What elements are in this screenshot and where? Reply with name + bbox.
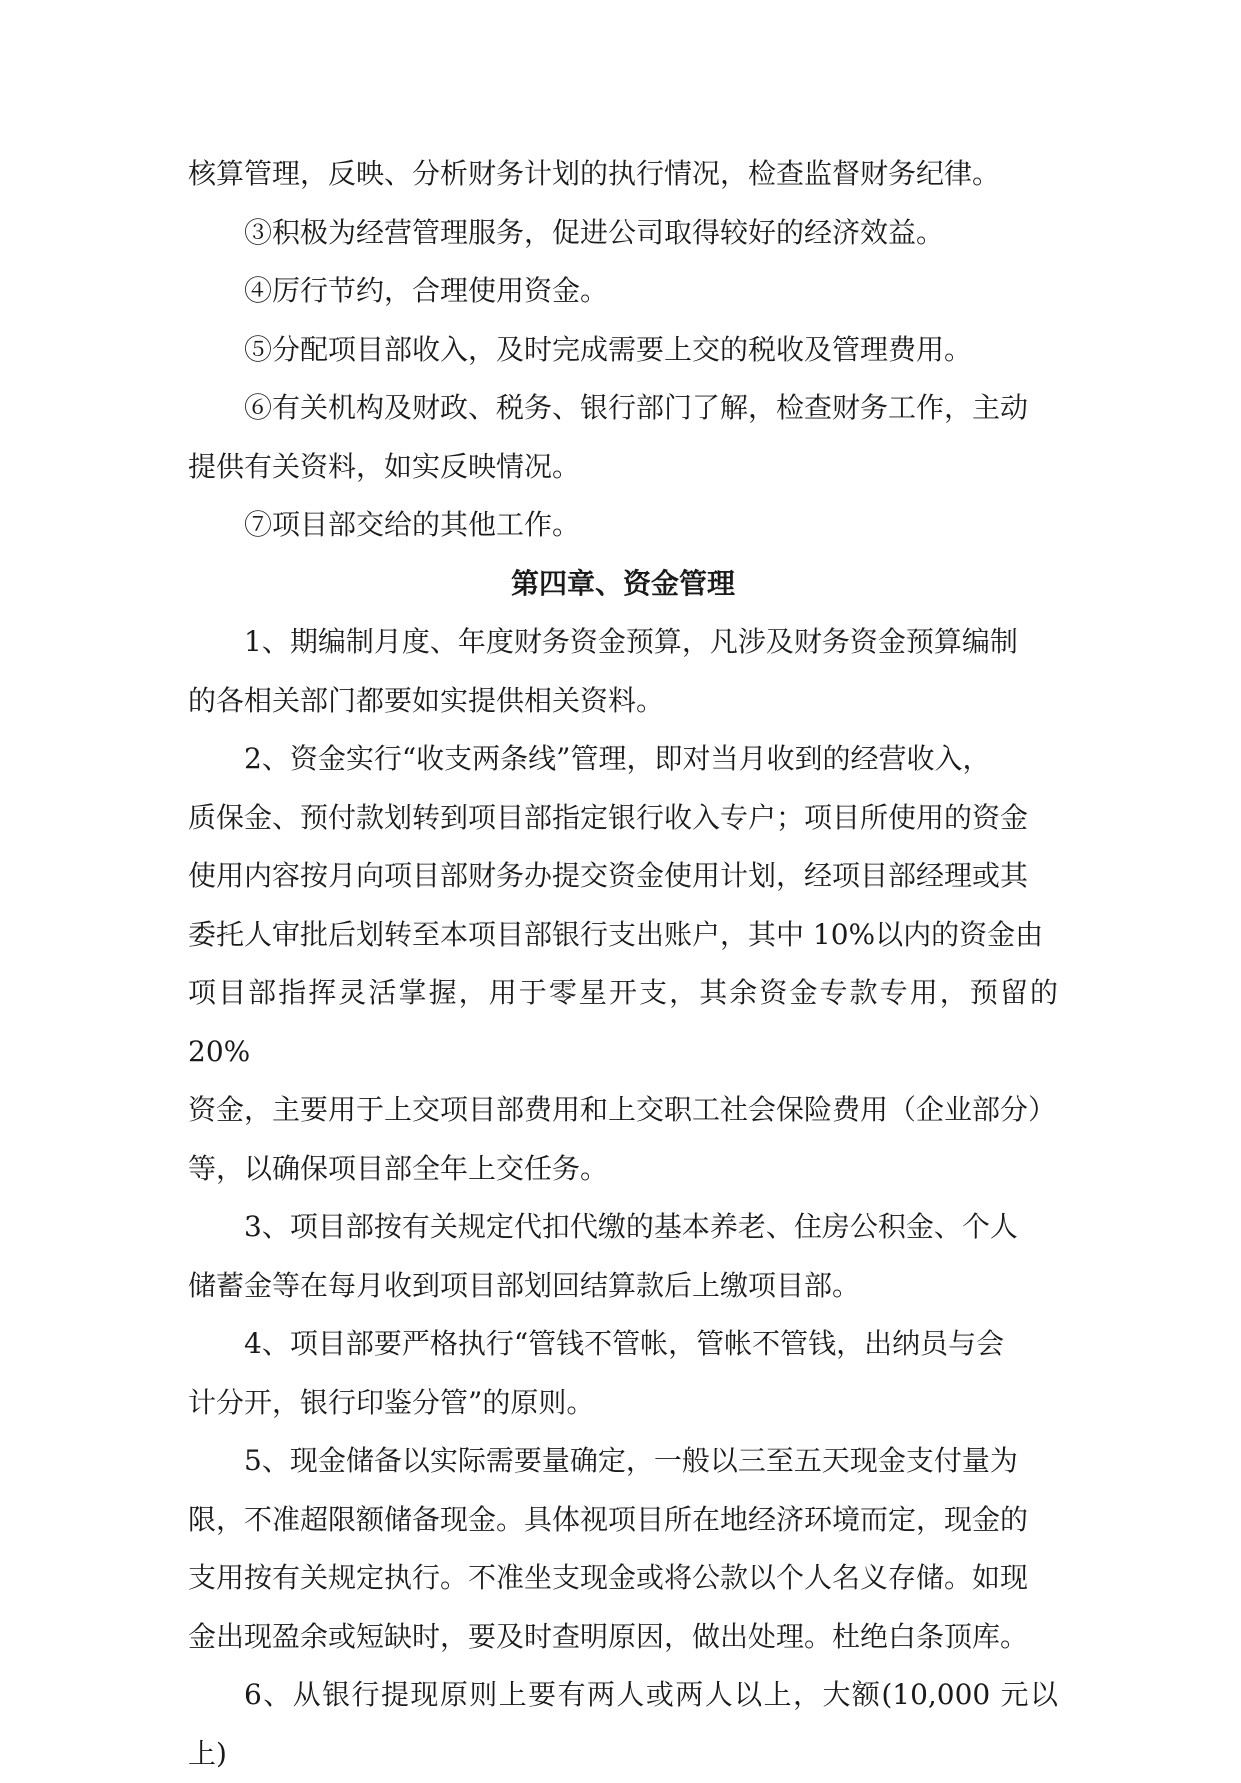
paragraph: ⑥有关机构及财政、税务、银行部门了解，检查财务工作，主动 提供有关资料，如实反映情况。 [188,391,1029,483]
paragraph: ④厉行节约，合理使用资金。 [244,274,609,307]
paragraph: 5、现金储备以实际需要量确定，一般以三至五天现金支付量为 限，不准超限额储备现金。具体视项目所在地经济环境而定，现金的 支用按有关规定执行。不准坐支现金或将公款以个人名义存储。如现 金出现盈余或短缺时，要及时查明原因，做出处理。杜绝白条顶库。 [188,1444,1029,1653]
chapter-heading: 第四章、资金管理 [510,566,735,600]
paragraph: 1、期编制月度、年度财务资金预算，凡涉及财务资金预算编制 的各相关部门都要如实提供相关资料。 [188,625,1018,717]
paragraph: 核算管理，反映、分析财务计划的执行情况，检查监督财务纪律。 [188,157,1001,190]
document-body [188,145,1058,1783]
paragraph: 3、项目部按有关规定代扣代缴的基本养老、住房公积金、个人 储蓄金等在每月收到项目部划回结算款后上缴项目部。 [188,1210,1018,1302]
paragraph: 4、项目部要严格执行“管钱不管帐，管帐不管钱，出纳员与会 计分开，银行印鉴分管”的原则。 [188,1327,1005,1419]
paragraph: ⑤分配项目部收入，及时完成需要上交的税收及管理费用。 [244,332,973,366]
paragraph: 2、资金实行“收支两条线”管理，即对当月收到的经营收入， 质保金、预付款划转到项目部指定银行收入专户；项目所使用的资金 使用内容按月向项目部财务办提交资金使用计划，经项目部经理或其 委托人审批后划转至本项目部银行支出账户，其中 10%以内的资金由 项目部指挥灵活掌握，用于零星开支，其余资金专款专用，预留的 20% 资金，主要用于上交项目部费用和上交职工社会保险费用（企业部分） 等，以确保项目部全年上交任务。 [188,742,1058,1185]
paragraph: 6、从银行提现原则上要有两人或两人以上，大额(10,000 元以上) [188,1678,1058,1770]
paragraph: ③积极为经营管理服务，促进公司取得较好的经济效益。 [244,215,945,249]
paragraph: ⑦项目部交给的其他工作。 [244,508,581,541]
